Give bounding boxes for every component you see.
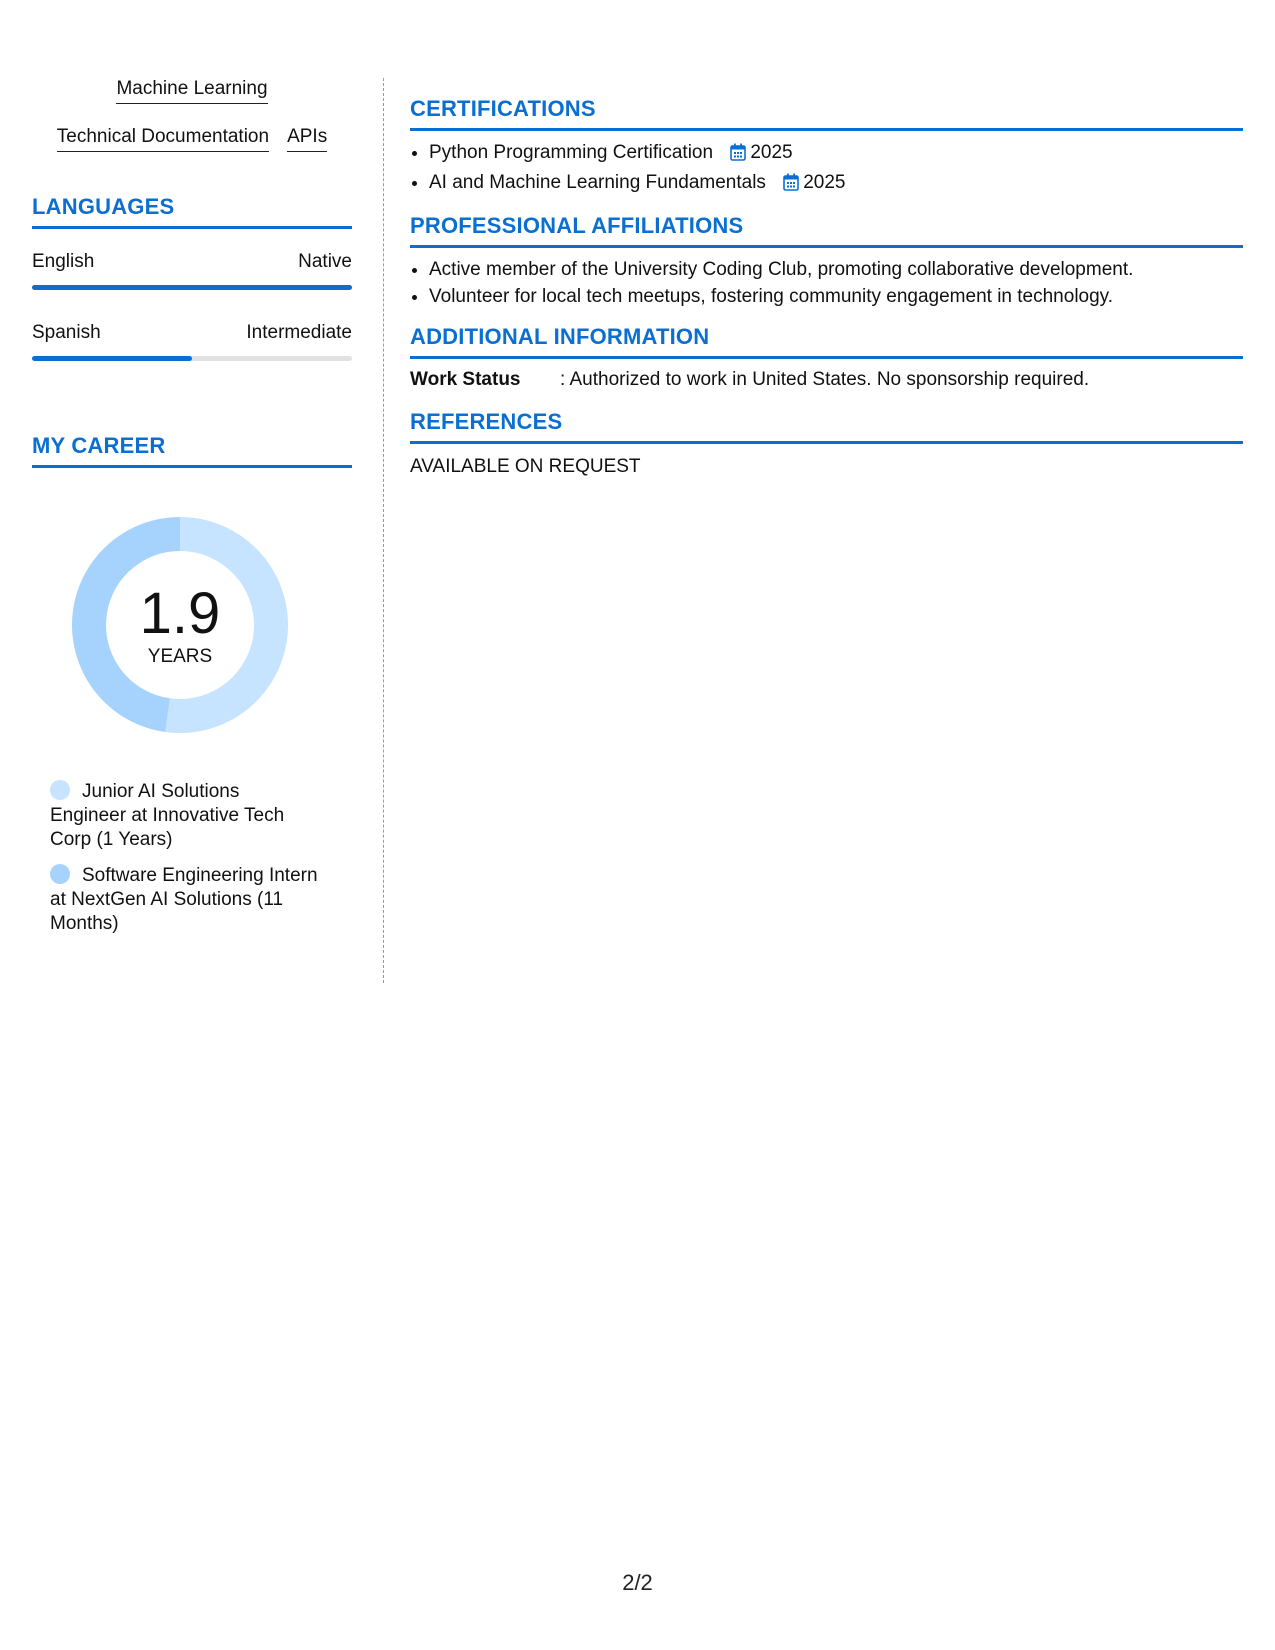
career-total-value: 1.9 bbox=[139, 580, 221, 646]
skill-tag: Machine Learning bbox=[116, 78, 267, 104]
legend-dot bbox=[50, 864, 70, 884]
certification-year: 2025 bbox=[750, 142, 793, 163]
section-title: PROFESSIONAL AFFILIATIONS bbox=[410, 213, 744, 238]
section-rule bbox=[32, 465, 352, 468]
section-rule bbox=[410, 128, 1243, 131]
section-rule bbox=[32, 226, 352, 229]
legend-label: Software Engineering Intern at NextGen AI Solutions (11 Months) bbox=[50, 864, 318, 934]
language-bar-fill bbox=[32, 356, 192, 361]
language-level: Native bbox=[298, 250, 352, 272]
additional-info-section bbox=[410, 324, 1243, 391]
language-item bbox=[32, 322, 352, 361]
work-status-value: : Authorized to work in United States. No sponsorship required. bbox=[560, 369, 1090, 390]
section-title: MY CAREER bbox=[32, 432, 166, 458]
certification-name: AI and Machine Learning Fundamentals bbox=[429, 172, 766, 193]
certifications-list bbox=[410, 139, 1243, 199]
career-section bbox=[32, 433, 352, 936]
legend-label: Junior AI Solutions Engineer at Innovative Tech Corp (1 Years) bbox=[50, 780, 285, 850]
legend-item bbox=[50, 864, 320, 936]
references-section bbox=[410, 409, 1243, 478]
section-title: CERTIFICATIONS bbox=[410, 96, 596, 121]
legend-dot bbox=[50, 780, 70, 800]
column-divider bbox=[383, 78, 384, 983]
section-title: ADDITIONAL INFORMATION bbox=[410, 324, 710, 349]
language-name: Spanish bbox=[32, 321, 101, 343]
career-total-unit: YEARS bbox=[147, 645, 213, 667]
work-status-label: Work Status bbox=[410, 369, 521, 390]
language-bar-fill bbox=[32, 285, 352, 290]
calendar-icon bbox=[730, 142, 746, 169]
languages-section bbox=[32, 194, 352, 361]
certification-item bbox=[429, 139, 1243, 169]
certification-year: 2025 bbox=[803, 172, 846, 193]
affiliation-item: • Volunteer for local tech meetups, fostering community engagement in technology. bbox=[429, 283, 1243, 310]
calendar-icon bbox=[783, 172, 799, 199]
career-legend bbox=[50, 780, 320, 936]
section-rule bbox=[410, 356, 1243, 359]
left-column bbox=[32, 78, 352, 948]
section-title: REFERENCES bbox=[410, 409, 563, 434]
language-name: English bbox=[32, 250, 95, 272]
section-title: LANGUAGES bbox=[32, 193, 175, 219]
language-level: Intermediate bbox=[246, 321, 352, 343]
section-rule bbox=[410, 245, 1243, 248]
references-text: AVAILABLE ON REQUEST bbox=[410, 456, 641, 477]
affiliations-list bbox=[410, 256, 1243, 310]
page-number: 2/2 bbox=[622, 1570, 653, 1595]
language-item bbox=[32, 251, 352, 290]
skill-tag: APIs bbox=[287, 126, 327, 152]
certification-item bbox=[429, 169, 1243, 199]
certifications-section bbox=[410, 96, 1243, 199]
affiliation-item: • Active member of the University Coding Club, promoting collaborative development. bbox=[429, 256, 1243, 283]
skills-row bbox=[32, 78, 352, 104]
skills-list bbox=[32, 78, 352, 152]
skill-tag: Technical Documentation bbox=[57, 126, 269, 152]
career-donut-chart bbox=[65, 510, 295, 740]
work-status-row bbox=[410, 369, 1243, 391]
affiliations-section bbox=[410, 213, 1243, 310]
language-bar bbox=[32, 356, 352, 361]
right-column bbox=[410, 96, 1243, 488]
skills-row bbox=[32, 126, 352, 152]
language-bar bbox=[32, 285, 352, 290]
section-rule bbox=[410, 441, 1243, 444]
donut-center bbox=[65, 580, 295, 668]
certification-name: Python Programming Certification bbox=[429, 142, 714, 163]
legend-item bbox=[50, 780, 320, 852]
